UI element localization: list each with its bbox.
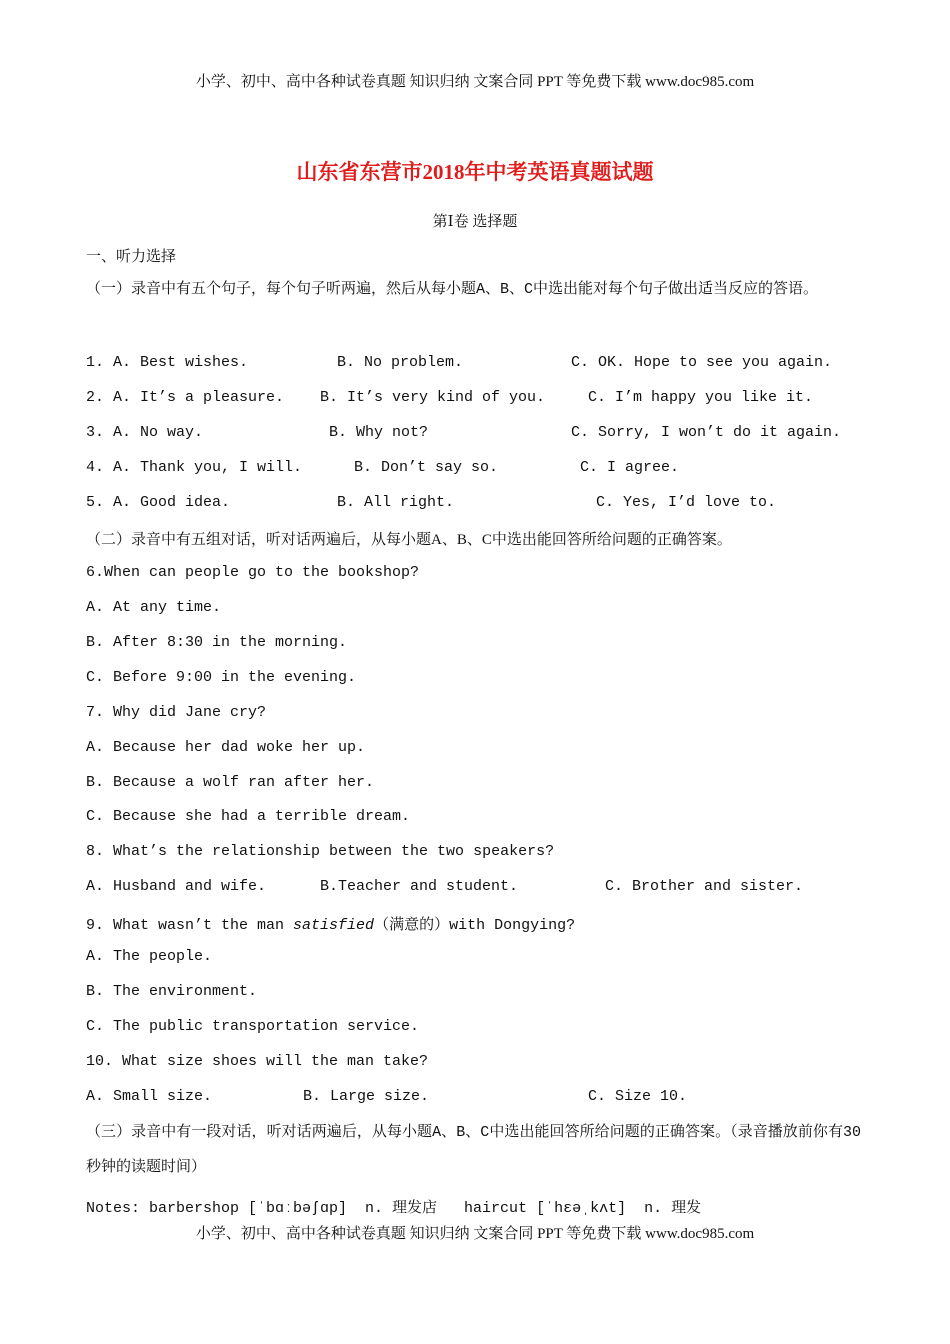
q9-option-a: A. The people.: [86, 948, 213, 965]
q6-option-a: A. At any time.: [86, 599, 222, 616]
q6-option-b: B. After 8:30 in the morning.: [86, 634, 348, 651]
q8-option-b: B.Teacher and student.: [320, 878, 519, 895]
q4-option-a: 4. A. Thank you, I will.: [86, 459, 303, 476]
q5-option-c: C. Yes, I’d love to.: [596, 494, 777, 511]
q10-option-c: C. Size 10.: [588, 1088, 688, 1105]
q3-option-b: B. Why not?: [329, 424, 429, 441]
notes-line: Notes: barbershop [ˈbɑːbəʃɑp] n. 理发店 haircut [ˈhɛəˌkʌt] n. 理发: [86, 1200, 702, 1217]
q3-option-c: C. Sorry, I won’t do it again.: [571, 424, 842, 441]
q9-chinese-gloss: （满意的）: [374, 917, 450, 933]
part1-instructions: （一）录音中有五个句子，每个句子听两遍，然后从每小题A、B、C中选出能对每个句子做出适当反应的答语。: [86, 281, 819, 298]
q8-question: 8. What’s the relationship between the two speakers?: [86, 843, 555, 860]
q8-option-c: C. Brother and sister.: [605, 878, 804, 895]
q9-option-b: B. The environment.: [86, 983, 258, 1000]
page-header: 小学、初中、高中各种试卷真题 知识归纳 文案合同 PPT 等免费下载 www.doc985.com: [195, 74, 755, 90]
q2-option-c: C. I’m happy you like it.: [588, 389, 814, 406]
q10-option-b: B. Large size.: [303, 1088, 430, 1105]
part2-instructions: （二）录音中有五组对话，听对话两遍后，从每小题A、B、C中选出能回答所给问题的正确答案。: [86, 532, 732, 548]
q5-option-a: 5. A. Good idea.: [86, 494, 231, 511]
document-title: 山东省东营市2018年中考英语真题试题: [296, 160, 654, 184]
page-footer: 小学、初中、高中各种试卷真题 知识归纳 文案合同 PPT 等免费下载 www.doc985.com: [195, 1226, 755, 1242]
q7-option-a: A. Because her dad woke her up.: [86, 739, 366, 756]
q3-option-a: 3. A. No way.: [86, 424, 204, 441]
q1-option-b: B. No problem.: [337, 354, 464, 371]
q10-option-a: A. Small size.: [86, 1088, 213, 1105]
q9-italic-word: satisfied: [293, 917, 375, 934]
q9-option-c: C. The public transportation service.: [86, 1018, 420, 1035]
q2-option-a: 2. A. It’s a pleasure.: [86, 389, 285, 406]
q10-question: 10. What size shoes will the man take?: [86, 1053, 429, 1070]
q6-option-c: C. Before 9:00 in the evening.: [86, 669, 357, 686]
q7-option-b: B. Because a wolf ran after her.: [86, 774, 375, 791]
q1-option-c: C. OK. Hope to see you again.: [571, 354, 833, 371]
section-listening: 一、听力选择: [86, 249, 177, 265]
q4-option-c: C. I agree.: [580, 459, 680, 476]
q2-option-b: B. It’s very kind of you.: [320, 389, 546, 406]
q7-option-c: C. Because she had a terrible dream.: [86, 808, 411, 825]
part3-instructions: （三）录音中有一段对话，听对话两遍后，从每小题A、B、C中选出能回答所给问题的正确答案。（录音播放前你有30秒钟的读题时间）: [86, 1124, 861, 1176]
q4-option-b: B. Don’t say so.: [354, 459, 499, 476]
q5-option-b: B. All right.: [337, 494, 455, 511]
q9-question-start: 9. What wasn’t the man: [86, 917, 294, 934]
q7-question: 7. Why did Jane cry?: [86, 704, 267, 721]
q6-question: 6.When can people go to the bookshop?: [86, 564, 420, 581]
q9-question-end: with Dongying?: [449, 917, 576, 934]
q9-question: [86, 913, 575, 934]
volume-subtitle: 第Ⅰ卷 选择题: [432, 214, 518, 230]
q1-option-a: 1. A. Best wishes.: [86, 354, 249, 371]
q8-option-a: A. Husband and wife.: [86, 878, 267, 895]
